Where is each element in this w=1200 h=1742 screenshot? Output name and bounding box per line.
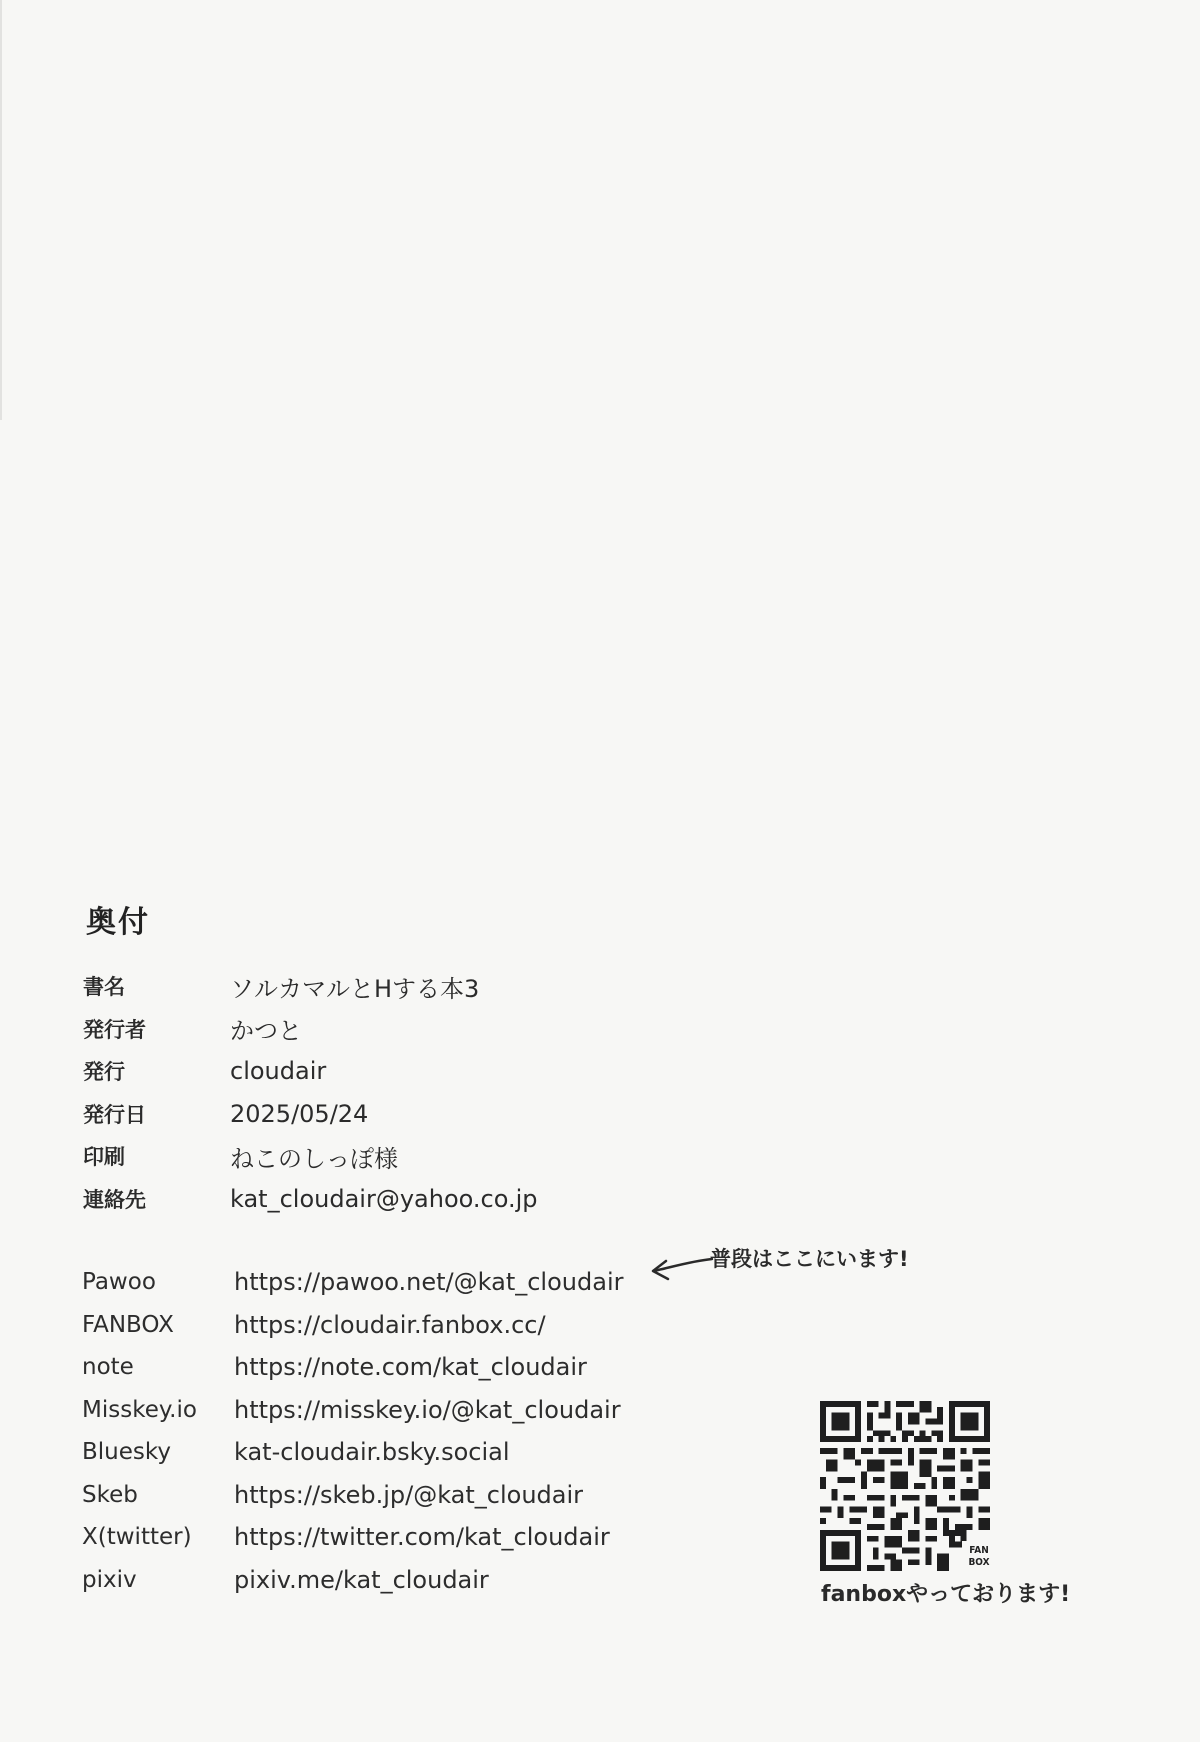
- link-url[interactable]: https://cloudair.fanbox.cc/: [234, 1310, 546, 1339]
- link-url[interactable]: https://misskey.io/@kat_cloudair: [234, 1395, 621, 1424]
- annotation-text: 普段はここにいます!: [710, 1247, 909, 1271]
- handwritten-annotation: [648, 1241, 938, 1287]
- colophon-value: cloudair: [230, 1057, 327, 1086]
- colophon-value: ねこのしっぽ様: [230, 1144, 398, 1173]
- fanbox-qr-code[interactable]: [820, 1401, 1000, 1573]
- fanbox-logo: [962, 1541, 996, 1573]
- link-row-note: [82, 1346, 782, 1389]
- colophon-label: 発行者: [83, 1017, 146, 1042]
- link-row-fanbox: [82, 1304, 782, 1347]
- link-url[interactable]: pixiv.me/kat_cloudair: [234, 1565, 489, 1594]
- contact-email[interactable]: kat_cloudair@yahoo.co.jp: [230, 1184, 538, 1213]
- fanbox-logo-line2: BOX: [968, 1557, 990, 1568]
- colophon-value: かつと: [230, 1017, 302, 1046]
- colophon-row-contact: [83, 1178, 723, 1221]
- link-label: FANBOX: [82, 1311, 174, 1338]
- colophon-row-date: [83, 1093, 723, 1136]
- link-label: note: [82, 1354, 134, 1381]
- colophon-row-circle: [83, 1050, 723, 1093]
- colophon-table: [83, 965, 723, 1220]
- link-row-bluesky: [82, 1431, 782, 1474]
- link-row-twitter: [82, 1516, 782, 1559]
- qr-caption: fanboxやっております!: [821, 1582, 1071, 1607]
- colophon-label: 発行: [83, 1060, 125, 1085]
- colophon-label: 書名: [83, 975, 125, 1000]
- link-label: pixiv: [82, 1566, 137, 1593]
- link-row-skeb: [82, 1474, 782, 1517]
- colophon-label: 印刷: [83, 1145, 125, 1170]
- page-edge: [0, 0, 2, 420]
- colophon-row-title: [83, 965, 723, 1008]
- colophon-value: ソルカマルとHする本3: [230, 974, 480, 1003]
- colophon-row-publisher: [83, 1008, 723, 1051]
- link-label: Skeb: [82, 1481, 138, 1508]
- link-label: X(twitter): [82, 1524, 192, 1551]
- link-url[interactable]: kat-cloudair.bsky.social: [234, 1438, 510, 1467]
- social-links-list: [82, 1261, 782, 1601]
- colophon-label: 発行日: [83, 1102, 146, 1127]
- colophon-label: 連絡先: [83, 1187, 146, 1212]
- link-label: Bluesky: [82, 1439, 171, 1466]
- link-url[interactable]: https://skeb.jp/@kat_cloudair: [234, 1480, 584, 1509]
- link-url[interactable]: https://pawoo.net/@kat_cloudair: [234, 1268, 624, 1297]
- link-url[interactable]: https://twitter.com/kat_cloudair: [234, 1523, 610, 1552]
- link-label: Pawoo: [82, 1269, 156, 1296]
- link-row-pixiv: [82, 1559, 782, 1602]
- colophon-title: 奥付: [86, 905, 150, 940]
- link-row-misskey: [82, 1389, 782, 1432]
- arrow-left-icon: [648, 1249, 714, 1285]
- colophon-row-printer: [83, 1135, 723, 1178]
- link-url[interactable]: https://note.com/kat_cloudair: [234, 1353, 587, 1382]
- link-label: Misskey.io: [82, 1396, 197, 1423]
- colophon-value: 2025/05/24: [230, 1099, 369, 1128]
- fanbox-logo-line1: FAN: [969, 1545, 989, 1556]
